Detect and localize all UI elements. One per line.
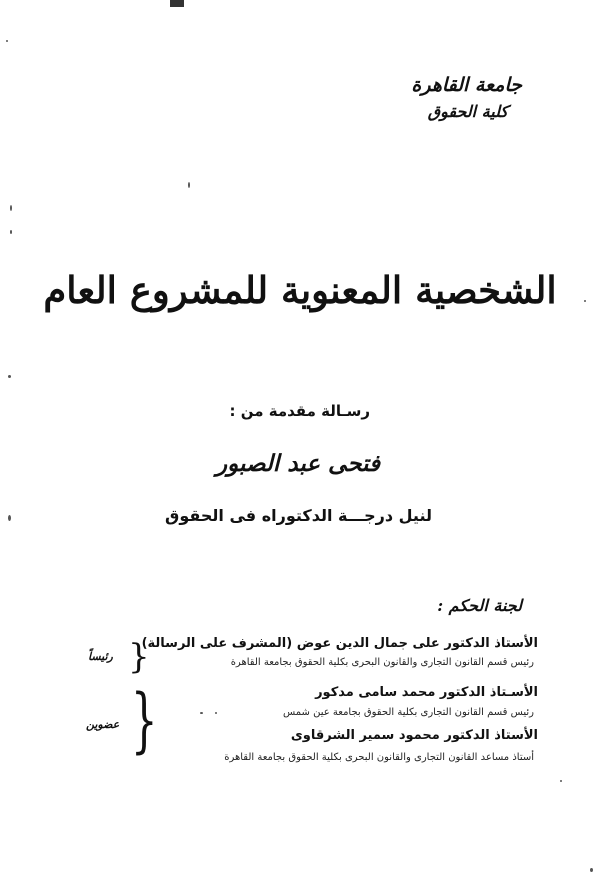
- members-brace-glyph: {: [130, 679, 158, 761]
- degree-line: لنيل درجـــة الدكتوراه فى الحقوق: [165, 506, 432, 525]
- scan-speck: [8, 375, 11, 378]
- committee-member-name: الأستاذ الدكتور محمود سمير الشرقاوى: [290, 728, 538, 743]
- scan-speck: [215, 712, 217, 714]
- role-members-label: عضوين: [86, 718, 120, 731]
- scan-speck: [200, 712, 203, 714]
- committee-member-name: الأستاذ الدكتور على جمال الدين عوض (المشرف على الرسالة): [141, 636, 538, 651]
- committee-member-description: أستاذ مساعد القانون التجارى والقانون البحرى بكلية الحقوق بجامعة القاهرة: [224, 752, 534, 763]
- university-name: جامعة القاهرة: [411, 74, 522, 96]
- thesis-title: الشخصية المعنوية للمشروع العام: [43, 268, 557, 312]
- presented-by-label: رسـالة مقدمة من :: [229, 402, 370, 420]
- scan-speck: [10, 205, 12, 211]
- committee-member-description: رئيس قسم القانون التجارى بكلية الحقوق بجامعة عين شمس: [283, 707, 534, 718]
- committee-member-description: رئيس قسم القانون التجارى والقانون البحرى بكلية الحقوق بجامعة القاهرة: [230, 657, 534, 668]
- author-name: فتحى عبد الصبور: [216, 450, 380, 477]
- scan-speck: [188, 182, 190, 188]
- chair-brace-glyph: {: [128, 637, 150, 677]
- scan-speck: [6, 40, 8, 42]
- faculty-name: كلية الحقوق: [427, 102, 508, 121]
- role-chair-label: رئيساً: [88, 650, 113, 663]
- scan-speck: [8, 515, 11, 521]
- scan-speck: [560, 780, 562, 782]
- scan-speck: [584, 300, 586, 302]
- scan-speck: [10, 230, 12, 234]
- scan-mark-top: [170, 0, 184, 7]
- scan-speck: [590, 868, 593, 872]
- committee-heading: لجنة الحكم :: [437, 596, 522, 615]
- committee-member-name: الأسـتاذ الدكتور محمد سامى مدكور: [315, 685, 538, 700]
